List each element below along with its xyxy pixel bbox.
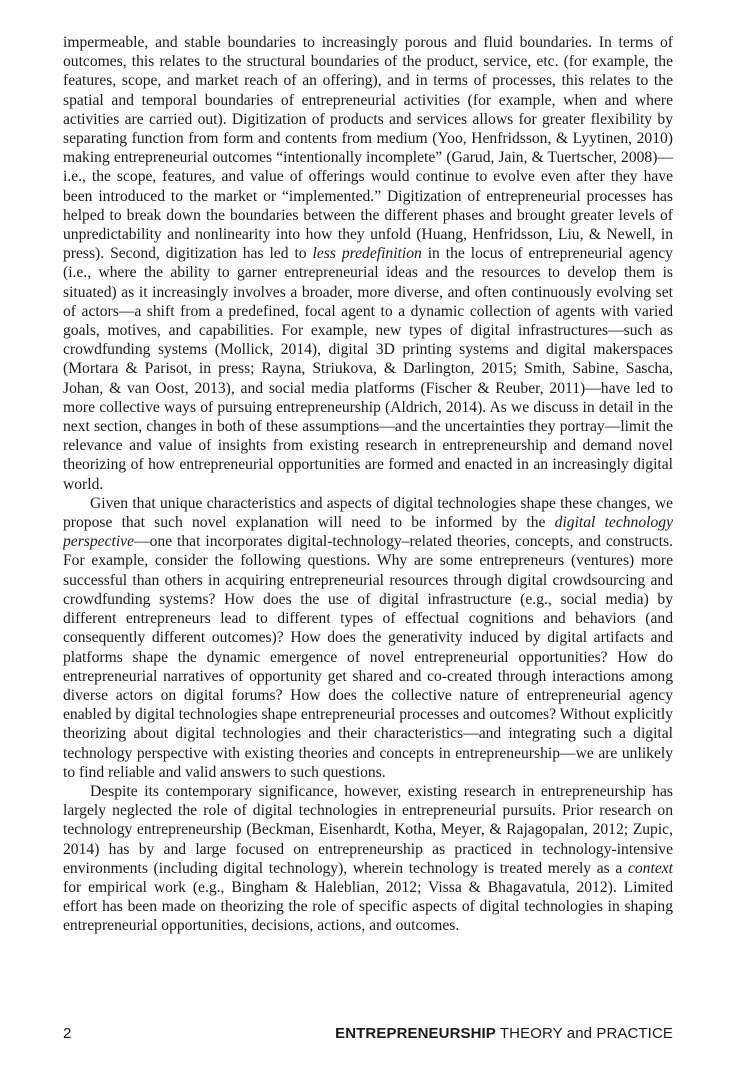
journal-name-bold: ENTREPRENEURSHIP — [335, 1025, 496, 1042]
paragraph — [63, 33, 673, 494]
text-run: in the locus of entrepreneurial agency (i.e., where the ability to garner entrepreneurial ideas and the resources to develop them is situated) as it increasingly involves a broader, more diverse, and often continuously evolving set of actors—a shift from a predefined, focal agent to a dynamic collection of agents with varied goals, motives, and capabilities. For example, new types of digital infrastructures—such as crowdfunding systems (Mollick, 2014), digital 3D printing systems and digital makerspaces (Mortara & Parisot, in press; Rayna, Striukova, & Darlington, 2015; Smith, Sabine, Sascha, Johan, & van Oost, 2013), and social media platforms (Fischer & Reuber, 2011)—have led to more collective ways of pursuing entrepreneurship (Aldrich, 2014). As we discuss in detail in the next section, changes in both of these assumptions—and the uncertainties they portray—limit the relevance and value of insights from existing research in entrepreneurship and demand novel theorizing of how entrepreneurial opportunities are formed and enacted in an increasingly digital world. — [63, 245, 673, 493]
text-run: —one that incorporates digital-technology–related theories, concepts, and constructs. For example, consider the following questions. Why are some entrepreneurs (ventures) more successful than others in acquiring entrepreneurial resources through digital crowdsourcing and crowdfunding systems? How does the use of digital infrastructure (e.g., social media) by different entrepreneurs lead to different types of effectual cognitions and behaviors (and consequently different outcomes)? How does the generativity induced by digital artifacts and platforms shape the dynamic emergence of novel entrepreneurial opportunities? How do entrepreneurial narratives of opportunity get shared and co-created through interactions among diverse actors on digital forums? How does the collective nature of entrepreneurial agency enabled by digital technologies shape entrepreneurial processes and outcomes? Without explicitly theorizing about digital technologies and their characteristics—and integrating such a digital technology perspective with existing theories and concepts in entrepreneurship—we are unlikely to find reliable and valid answers to such questions. — [63, 533, 673, 781]
emphasized-text: less predefinition — [312, 245, 422, 263]
emphasized-text: digital technology perspective — [63, 514, 673, 551]
paragraph — [63, 494, 673, 782]
emphasized-text: context — [627, 859, 673, 877]
page-footer — [63, 1025, 673, 1045]
page-number: 2 — [63, 1025, 72, 1042]
text-run: Despite its contemporary significance, however, existing research in entrepreneurship has largely neglected the role of digital technologies in entrepreneurial pursuits. Prior research on technology entrepreneurship (Beckman, Eisenhardt, Kotha, Meyer, & Rajagopalan, 2012; Zupic, 2014) has by and large focused on entrepreneurship as practiced in technology-intensive environments (including digital technology), wherein technology is treated merely as a — [63, 782, 673, 877]
journal-name — [335, 1025, 673, 1042]
paragraph — [63, 782, 673, 936]
body-text — [63, 33, 673, 936]
text-run: impermeable, and stable boundaries to increasingly porous and fluid boundaries. In terms of outcomes, this relates to the structural boundaries of the product, service, etc. (for example, the features, scope, and market reach of an offering), and in terms of processes, this relates to the spatial and temporal boundaries of entrepreneurial activities (for example, when and where activities are carried out). Digitization of products and services allows for greater flexibility by separating function from form and contents from medium (Yoo, Henfridsson, & Lyytinen, 2010) making entrepreneurial outcomes “intentionally incomplete” (Garud, Jain, & Tuertscher, 2008)—i.e., the scope, features, and value of offerings would continue to evolve even after they have been introduced to the market or “implemented.” Digitization of entrepreneurial processes has helped to break down the boundaries between the different phases and brought greater levels of unpredictability and nonlinearity into how they unfold (Huang, Henfridsson, Liu, & Newell, in press). Second, digitization has led to — [63, 34, 673, 263]
journal-name-rest: THEORY and PRACTICE — [495, 1025, 673, 1042]
text-run: for empirical work (e.g., Bingham & Haleblian, 2012; Vissa & Bhagavatula, 2012). Limited effort has been made on theorizing the role of specific aspects of digital technologies in shaping entrepreneurial opportunities, decisions, actions, and outcomes. — [63, 878, 673, 935]
text-run: Given that unique characteristics and aspects of digital technologies shape these changes, we propose that such novel explanation will need to be informed by the — [63, 494, 673, 532]
